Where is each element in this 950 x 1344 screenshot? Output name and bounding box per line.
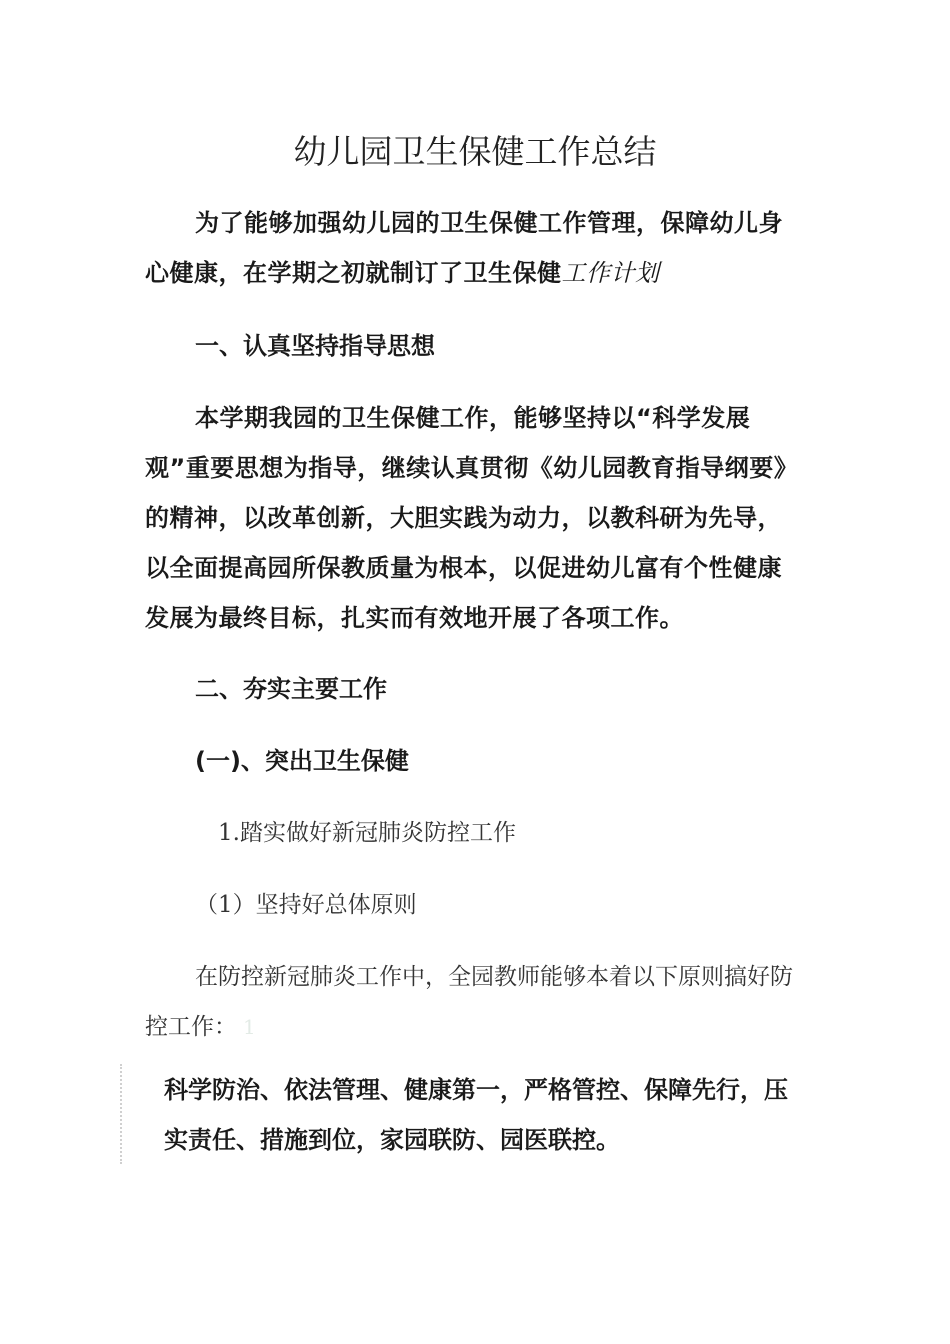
document-title: 幼儿园卫生保健工作总结 — [293, 132, 657, 171]
item-1-1-heading: （1）坚持好总体原则 — [195, 892, 417, 918]
intro-text: 为了能够加强幼儿园的卫生保健工作管理，保障幼儿身心健康，在学期之初就制订了卫生保健 — [145, 209, 783, 287]
section-two-subheading: (一)、突出卫生保健 — [195, 747, 409, 775]
section-one-heading: 一、认真坚持指导思想 — [195, 332, 435, 360]
intro-paragraph — [145, 198, 795, 298]
faint-mark: 1 — [243, 1015, 256, 1039]
principles-quote: 科学防治、依法管理、健康第一，严格管控、保障先行，压实责任、措施到位，家园联防、园医联控。 — [164, 1076, 788, 1154]
quote-border — [120, 1064, 122, 1164]
section-one-body: 本学期我园的卫生保健工作，能够坚持以“科学发展观”重要思想为指导，继续认真贯彻《幼儿园教育指导纲要》的精神，以改革创新，大胆实践为动力，以教科研为先导，以全面提高园所保教质量为根本，以促进幼儿富有个性健康发展为最终目标，扎实而有效地开展了各项工作。 — [145, 404, 787, 632]
section-two-heading: 二、夯实主要工作 — [195, 675, 387, 703]
intro-italic-tail: 工作计划 — [561, 259, 660, 287]
principles-intro-text: 在防控新冠肺炎工作中，全园教师能够本着以下原则搞好防控工作： — [145, 964, 793, 1040]
principles-intro-paragraph — [145, 952, 795, 1052]
item-1-heading: 1.踏实做好新冠肺炎防控工作 — [218, 820, 516, 846]
